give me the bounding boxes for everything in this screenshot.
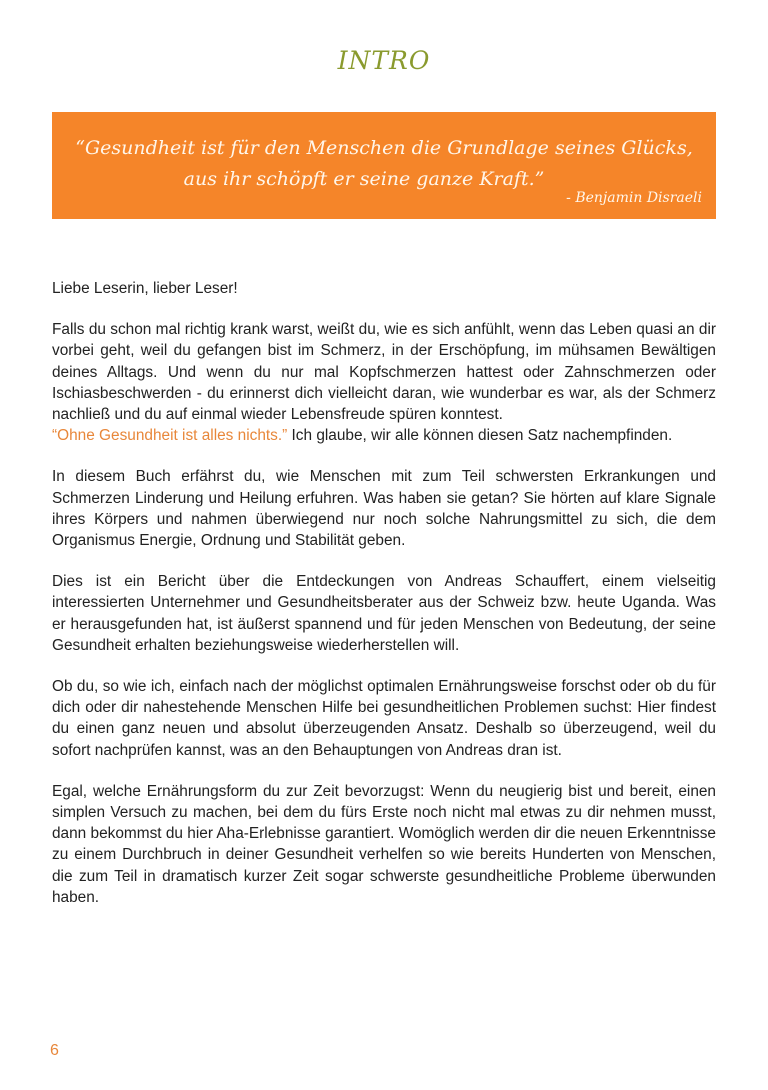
quote-line-1: “Gesundheit ist für den Menschen die Grundlage seines Glücks, bbox=[75, 137, 693, 159]
paragraph-1-text: Falls du schon mal richtig krank warst, weißt du, wie es sich anfühlt, wenn das Leben quasi an dir vorbei geht, weil du gefangen bist im Schmerz, in der Erschöpfung, im mühsamen Bewältigen deines Alltags. Und wenn du nur mal Kopfschmerzen hattest oder Zahnschmerzen oder Ischiasbeschwerden - du erinnerst dich vielleicht daran, wie wunderbar es war, als der Schmerz nachließ und du auf einmal wieder Lebensfreude spüren konntest. bbox=[52, 321, 716, 424]
page-number: 6 bbox=[50, 1042, 59, 1059]
greeting: Liebe Leserin, lieber Leser! bbox=[52, 280, 238, 297]
highlighted-quote: “Ohne Gesundheit ist alles nichts.” bbox=[52, 427, 288, 445]
paragraph-5: Egal, welche Ernährungsform du zur Zeit bevorzugst: Wenn du neugierig bist und bereit, einen simplen Versuch zu machen, bei dem du fürs Erste noch nicht mal etwas zu dir nehmen musst, dann bekommst du hier Aha-Erlebnisse garantiert. Womöglich werden dir die neuen Erkenntnisse zu einem Durchbruch in deiner Gesundheit verhelfen so wie bereits Hunderten von Menschen, die zum Teil in dramatisch kurzer Zeit sogar schwerste gesundheitliche Probleme überwunden haben. bbox=[52, 782, 716, 906]
page-title: INTRO bbox=[337, 46, 431, 75]
quote-line-2: aus ihr schöpft er seine ganze Kraft.” bbox=[183, 168, 545, 190]
quote-author: - Benjamin Disraeli bbox=[566, 190, 702, 206]
quote-banner bbox=[52, 112, 716, 219]
paragraph-1-tail: Ich glaube, wir alle können diesen Satz nachempfinden. bbox=[287, 427, 673, 445]
paragraph-3: Dies ist ein Bericht über die Entdeckungen von Andreas Schauffert, einem vielseitig interessierten Unternehmer und Gesundheitsberater aus der Schweiz bzw. heute Uganda. Was er herausgefunden hat, ist äußerst spannend und für jeden Menschen von Bedeutung, der seine Gesundheit erhalten beziehungsweise wiederherstellen will. bbox=[52, 573, 716, 654]
paragraph-2: In diesem Buch erfährst du, wie Menschen mit zum Teil schwersten Erkrankungen und Schmerzen Linderung und Heilung erfuhren. Was haben sie getan? Sie hörten auf klare Signale ihres Körpers und nahmen überwiegend nur noch solche Nahrungsmittel zu sich, die dem Organismus Energie, Ordnung und Stabilität geben. bbox=[52, 468, 716, 550]
paragraph-4: Ob du, so wie ich, einfach nach der möglichst optimalen Ernährungsweise forschst oder ob du für dich oder dir nahestehende Menschen Hilfe bei gesundheitlichen Problemen suchst: Hier findest du einen ganz neuen und absolut überzeugenden Ansatz. Deshalb so überzeugend, weil du sofort nachprüfen kannst, was an den Behauptungen von Andreas dran ist. bbox=[52, 678, 716, 759]
paragraph-1 bbox=[52, 319, 716, 446]
body-text bbox=[52, 278, 716, 928]
